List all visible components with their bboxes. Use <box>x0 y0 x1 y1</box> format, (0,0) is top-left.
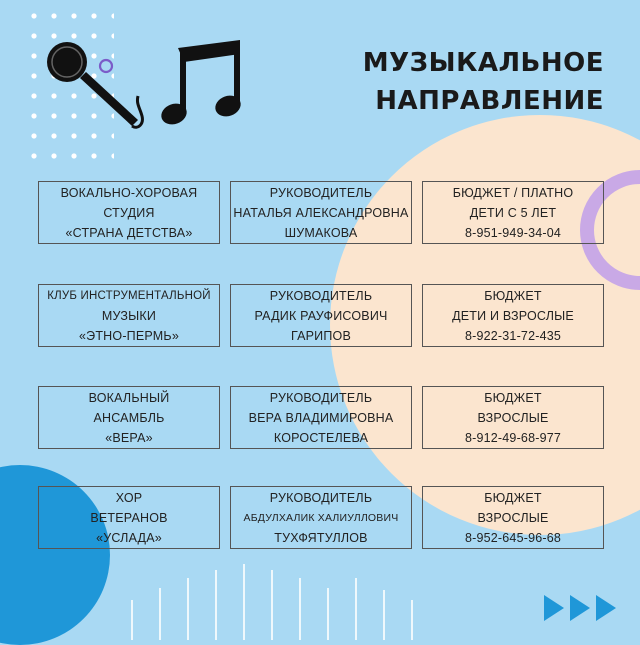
studio-line: МУЗЫКИ <box>101 308 157 323</box>
studio-line: «ЭТНО-ПЕРМЬ» <box>79 328 179 343</box>
leader-line: РУКОВОДИТЕЛЬ <box>269 490 373 505</box>
leader-line: РУКОВОДИТЕЛЬ <box>269 288 373 303</box>
studio-cell <box>38 284 220 347</box>
studio-cell <box>38 386 220 449</box>
phone-number: 8-912-49-68-977 <box>464 430 562 445</box>
leader-cell <box>230 486 412 549</box>
vertical-lines-decoration <box>120 560 460 640</box>
leader-cell <box>230 284 412 347</box>
info-cell <box>422 486 604 549</box>
info-line: БЮДЖЕТ <box>484 490 542 505</box>
studio-line: ВОКАЛЬНО-ХОРОВАЯ <box>60 185 198 200</box>
studio-line: АНСАМБЛЬ <box>93 410 165 425</box>
leader-line: РУКОВОДИТЕЛЬ <box>269 390 373 405</box>
studio-line: ХОР <box>115 490 143 505</box>
play-arrows-icon <box>542 593 620 623</box>
info-line: ДЕТИ И ВЗРОСЛЫЕ <box>452 308 574 323</box>
leader-cell <box>230 386 412 449</box>
studio-line: «ВЕРА» <box>105 430 153 445</box>
music-note-icon <box>158 38 248 130</box>
phone-number: 8-952-645-96-68 <box>464 530 562 545</box>
info-line: БЮДЖЕТ <box>484 390 542 405</box>
leader-line: КОРОСТЕЛЕВА <box>273 430 369 445</box>
phone-number: 8-922-31-72-435 <box>464 328 562 343</box>
info-line: ВЗРОСЛЫЕ <box>477 410 549 425</box>
page-title <box>363 44 604 120</box>
studio-cell <box>38 181 220 244</box>
leader-line: ТУХФЯТУЛЛОВ <box>274 530 368 545</box>
studio-line: КЛУБ ИНСТРУМЕНТАЛЬНОЙ <box>47 289 211 302</box>
studio-line: ВЕТЕРАНОВ <box>90 510 168 525</box>
studio-line: СТУДИЯ <box>103 205 155 220</box>
leader-cell <box>230 181 412 244</box>
info-cell <box>422 284 604 347</box>
leader-line: ГАРИПОВ <box>290 328 352 343</box>
info-line: ДЕТИ С 5 ЛЕТ <box>469 205 557 220</box>
page-title-line-1: МУЗЫКАЛЬНОЕ <box>362 48 604 78</box>
info-line: ВЗРОСЛЫЕ <box>477 510 549 525</box>
leader-line: ВЕРА ВЛАДИМИРОВНА <box>248 410 394 425</box>
info-cell <box>422 386 604 449</box>
studio-line: «УСЛАДА» <box>96 530 162 545</box>
info-line: БЮДЖЕТ / ПЛАТНО <box>452 185 574 200</box>
leader-line: РУКОВОДИТЕЛЬ <box>269 185 373 200</box>
leader-line: ШУМАКОВА <box>284 225 358 240</box>
info-cell <box>422 181 604 244</box>
leader-line: НАТАЛЬЯ АЛЕКСАНДРОВНА <box>233 205 409 220</box>
page-title-line-2: НАПРАВЛЕНИЕ <box>375 86 604 116</box>
studio-line: ВОКАЛЬНЫЙ <box>88 390 170 405</box>
info-line: БЮДЖЕТ <box>484 288 542 303</box>
leader-line: АБДУЛХАЛИК ХАЛИУЛЛОВИЧ <box>243 511 399 524</box>
studio-line: «СТРАНА ДЕТСТВА» <box>65 225 193 240</box>
leader-line: РАДИК РАУФИСОВИЧ <box>254 308 388 323</box>
phone-number: 8-951-949-34-04 <box>464 225 562 240</box>
studio-cell <box>38 486 220 549</box>
microphone-icon <box>40 34 150 134</box>
